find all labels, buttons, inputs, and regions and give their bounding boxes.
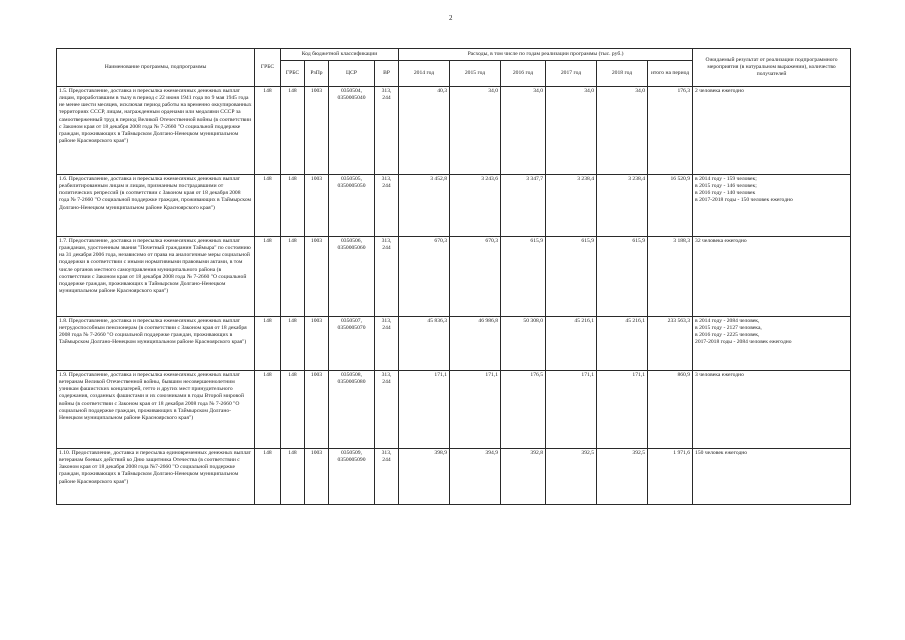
row-vr: 313, 244 (375, 87, 399, 175)
row-col-grbs: 148 (255, 175, 281, 237)
row-vr: 313, 244 (375, 237, 399, 317)
header-sub-total: итого на период (648, 61, 693, 87)
row-2015: 670,3 (450, 237, 501, 317)
row-vr: 313, 244 (375, 175, 399, 237)
row-name: 1.8. Предоставление, доставка и пересылка ежемесячных денежных выплат нетрудоспособным пенсионерам (в соответствии с Законом края от 18 декабря 2008 года № 7-2660 "О социальной поддержке граждан, проживающих в Таймырском Долгано-Ненецком муниципальном районе Красноярского края") (57, 317, 255, 371)
row-2017: 392,5 (546, 449, 597, 505)
row-csr: 0350508, 0350005080 (329, 371, 375, 449)
row-2014: 3 452,8 (399, 175, 450, 237)
header-sub-rzpr: РзПр (305, 61, 329, 87)
row-csr: 0350509, 0350005090 (329, 449, 375, 505)
row-name: 1.9. Предоставление, доставка и пересылка ежемесячных денежных выплат ветеранам Великой Отечественной войны, бывшим несовершеннолетним узникам фашистских концлагерей, гетто и других мест принудительного содержания, созданных фашистами и их союзниками в годы Второй мировой войны (в соответствии с Законом края от 18 декабря 2008 года № 7-2660 "О социальной поддержке граждан, проживающих в Таймырском Долгано-Ненецком муниципальном районе Красноярского края") (57, 371, 255, 449)
row-2016: 176,5 (501, 371, 546, 449)
row-grbs: 148 (281, 237, 305, 317)
row-result (693, 237, 851, 317)
row-2017: 3 238,4 (546, 175, 597, 237)
row-rzpr: 1003 (305, 175, 329, 237)
header-grbs: ГРБС (255, 49, 281, 87)
header-kbk: Код бюджетной классификации (281, 49, 399, 61)
row-2016: 34,0 (501, 87, 546, 175)
row-result-line: 2 человека ежегодно (695, 88, 744, 94)
row-2014: 45 836,3 (399, 317, 450, 371)
header-sub-2015: 2015 год (450, 61, 501, 87)
header-sub-2018: 2018 год (597, 61, 648, 87)
row-name: 1.5. Предоставление, доставка и пересылка ежемесячных денежных выплат лицам, проработавшим в тылу в период с 22 июня 1941 года по 9 мая 1945 года не менее шести месяцев, исключая период работы на временно оккупированных территориях СССР, лицам, награжденным орденами или медалями СССР за самоотверженный труд в период Великой Отечественной войны (в соответствии с Законом края от 18 декабря 2008 года № 7-2660 "О социальной поддержке граждан, проживающих в Таймырском Долгано-Ненецком муниципальном районе Красноярского края") (57, 87, 255, 175)
row-2018: 3 238,4 (597, 175, 648, 237)
table-row (57, 371, 851, 449)
row-result-line: 3 человека ежегодно (695, 372, 744, 378)
row-grbs: 148 (281, 87, 305, 175)
row-rzpr: 1003 (305, 87, 329, 175)
header-expenses: Расходы, в том числе по годам реализации программы (тыс. руб.) (399, 49, 693, 61)
row-total: 16 520,9 (648, 175, 693, 237)
row-2018: 45 216,1 (597, 317, 648, 371)
row-result-line: 32 человека ежегодно (695, 238, 747, 244)
row-2017: 34,0 (546, 87, 597, 175)
row-csr: 0350506, 0350005060 (329, 237, 375, 317)
row-col-grbs: 148 (255, 317, 281, 371)
row-2015: 171,1 (450, 371, 501, 449)
row-2016: 3 347,7 (501, 175, 546, 237)
row-2016: 392,8 (501, 449, 546, 505)
header-sub-grbs: ГРБС (281, 61, 305, 87)
row-result (693, 175, 851, 237)
row-grbs: 148 (281, 175, 305, 237)
row-2018: 171,1 (597, 371, 648, 449)
row-name: 1.10. Предоставление, доставка и пересылка единовременных денежных выплат ветеранам боевых действий ко Дню защитника Отечества (в соответствии с Законом края от 18 декабря 2008 года №7-2660 "О социальной поддержке граждан, проживающих в Таймырском Долгано-Ненецком муниципальном районе Красноярского края") (57, 449, 255, 505)
row-result-line: в 2015 году - 146 человек; (695, 183, 757, 190)
row-2014: 40,3 (399, 87, 450, 175)
row-grbs: 148 (281, 371, 305, 449)
row-result (693, 371, 851, 449)
row-total: 233 563,3 (648, 317, 693, 371)
row-vr: 313, 244 (375, 371, 399, 449)
table-row (57, 317, 851, 371)
row-vr: 313, 244 (375, 449, 399, 505)
row-total: 1 971,6 (648, 449, 693, 505)
program-table (56, 48, 851, 505)
row-rzpr: 1003 (305, 237, 329, 317)
row-result-line: в 2016 году - 2225 человек, (695, 332, 760, 339)
page-number: 2 (449, 14, 453, 22)
row-result-line: в 2014 году - 2084 человек, (695, 318, 760, 324)
row-result-line: в 2014 году - 159 человек; (695, 176, 757, 182)
row-2015: 3 243,6 (450, 175, 501, 237)
row-csr: 0350505, 0350005050 (329, 175, 375, 237)
row-2018: 34,0 (597, 87, 648, 175)
row-2018: 392,5 (597, 449, 648, 505)
row-2014: 171,1 (399, 371, 450, 449)
row-col-grbs: 148 (255, 371, 281, 449)
table-row (57, 87, 851, 175)
row-result-line: в 2017-2018 годы - 150 человек ежегодно (695, 197, 793, 204)
header-name: Наименование программы, подпрограммы (57, 49, 255, 87)
row-2014: 398,9 (399, 449, 450, 505)
row-col-grbs: 148 (255, 237, 281, 317)
row-name: 1.7. Предоставление, доставка и пересылка ежемесячных денежных выплат гражданам, удостоенным звания "Почетный гражданин Таймыра" по состоянию на 31 декабря 2006 года, независимо от права на аналогичные меры социальной поддержки в соответствии с иными нормативными правовыми актами, в том числе органов местного самоуправления муниципального района (в соответствии с Законом края от 18 декабря 2008 года № 7-2660 "О социальной поддержке граждан, проживающих в Таймырском Долгано-Ненецком муниципальном районе Красноярского края") (57, 237, 255, 317)
row-result-line: 150 человек ежегодно (695, 450, 748, 456)
row-grbs: 148 (281, 317, 305, 371)
header-sub-2016: 2016 год (501, 61, 546, 87)
row-2018: 615,9 (597, 237, 648, 317)
row-result (693, 317, 851, 371)
row-result-line: 2017-2018 годы - 2084 человек ежегодно (695, 339, 792, 346)
row-vr: 313, 244 (375, 317, 399, 371)
table-row (57, 237, 851, 317)
row-2016: 50 308,0 (501, 317, 546, 371)
header-sub-vr: ВР (375, 61, 399, 87)
row-2015: 46 986,8 (450, 317, 501, 371)
row-2016: 615,9 (501, 237, 546, 317)
header-sub-2014: 2014 год (399, 61, 450, 87)
row-total: 3 188,3 (648, 237, 693, 317)
row-result (693, 87, 851, 175)
row-rzpr: 1003 (305, 371, 329, 449)
row-rzpr: 1003 (305, 317, 329, 371)
row-rzpr: 1003 (305, 449, 329, 505)
header-sub-2017: 2017 год (546, 61, 597, 87)
row-col-grbs: 148 (255, 449, 281, 505)
row-result (693, 449, 851, 505)
row-name: 1.6. Предоставление, доставка и пересылка ежемесячных денежных выплат реабилитированным лицам и лицам, признанным пострадавшими от политических репрессий (в соответствии с Законом края от 18 декабря 2008 года № 7-2660 "О социальной поддержке граждан, проживающих в Таймырском Долгано-Ненецком муниципальном районе Красноярского края") (57, 175, 255, 237)
header-result: Ожидаемый результат от реализации подпрограммного мероприятия (в натуральном выражении), количество получателей (693, 49, 851, 87)
row-csr: 0350507, 0350005070 (329, 317, 375, 371)
row-2015: 394,9 (450, 449, 501, 505)
row-csr: 0350504, 0350005040 (329, 87, 375, 175)
row-total: 860,9 (648, 371, 693, 449)
row-result-line: в 2015 году - 2127 человека, (695, 325, 762, 332)
row-2017: 45 216,1 (546, 317, 597, 371)
table-row (57, 175, 851, 237)
table-row (57, 449, 851, 505)
row-2017: 171,1 (546, 371, 597, 449)
row-result-line: в 2016 году - 140 человек (695, 190, 756, 197)
row-grbs: 148 (281, 449, 305, 505)
row-2015: 34,0 (450, 87, 501, 175)
header-sub-csr: ЦСР (329, 61, 375, 87)
row-2014: 670,3 (399, 237, 450, 317)
row-total: 176,3 (648, 87, 693, 175)
row-col-grbs: 148 (255, 87, 281, 175)
row-2017: 615,9 (546, 237, 597, 317)
